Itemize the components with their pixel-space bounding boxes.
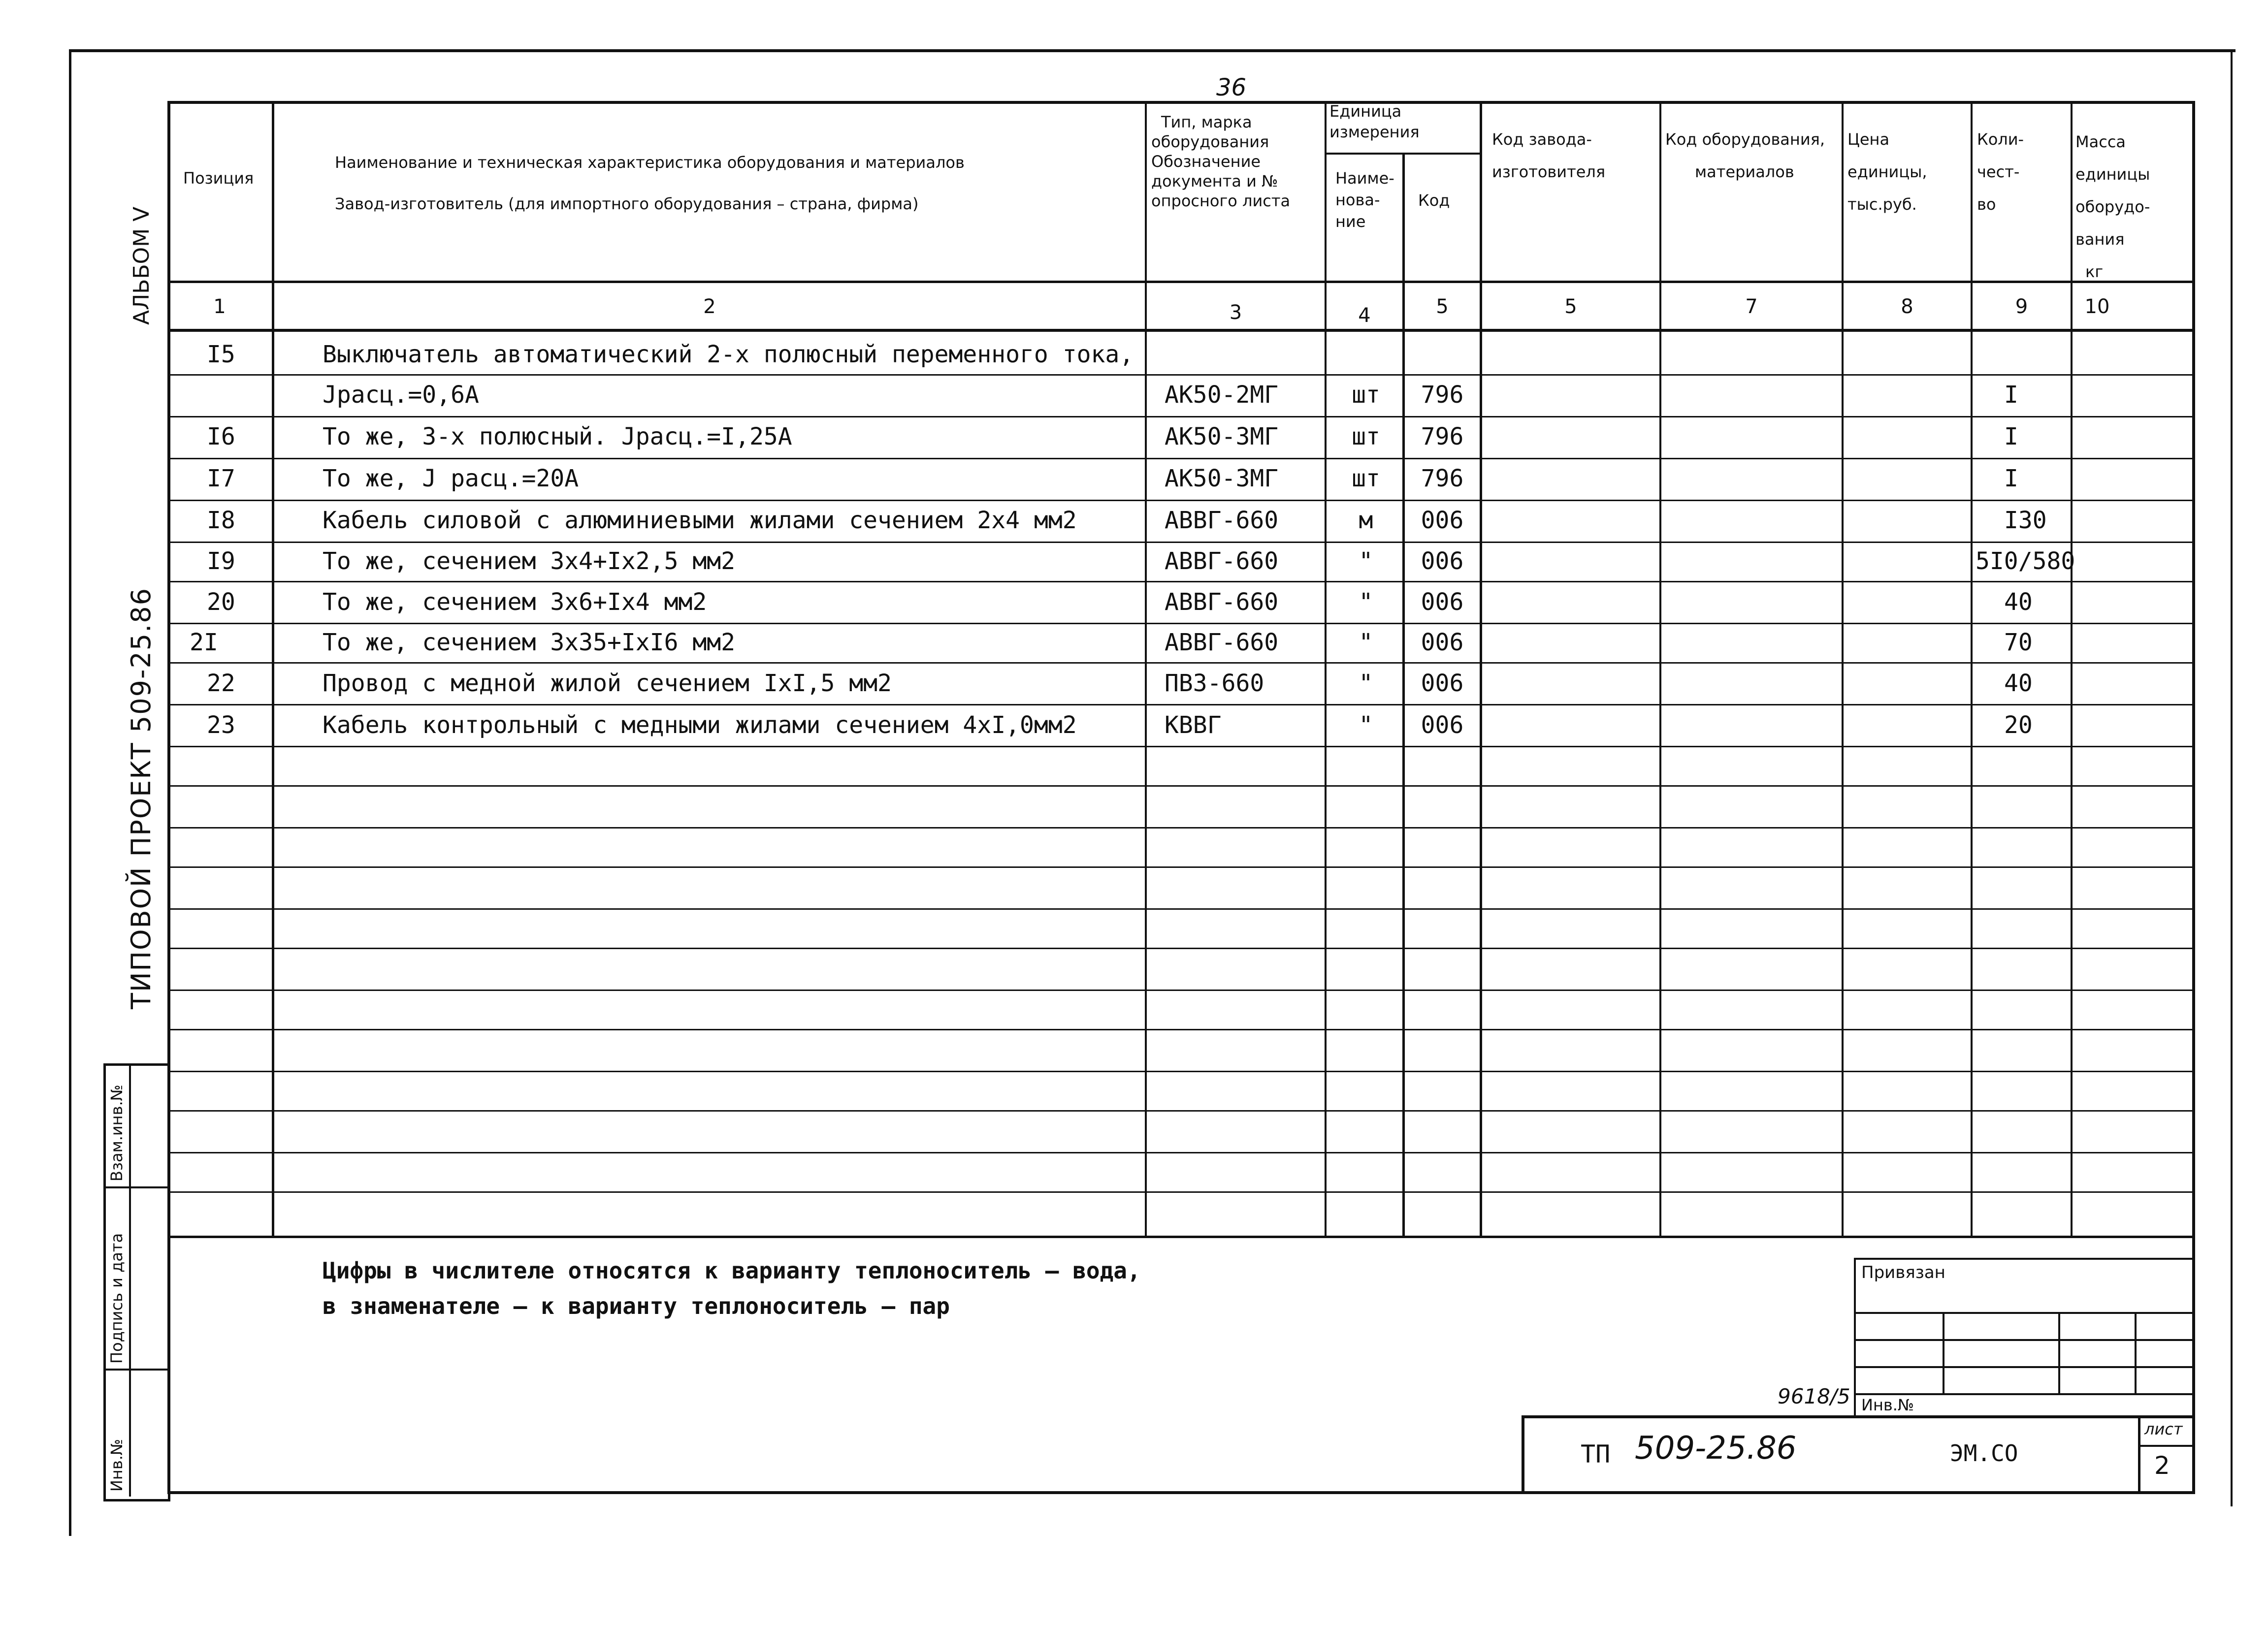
row-name: То же, сечением 3х4+Iх2,5 мм2 xyxy=(323,547,736,575)
row-type: АК50-2МГ xyxy=(1165,381,1279,409)
header-price: Цена единицы, тыс.руб. xyxy=(1847,130,1927,214)
colnum-bottom xyxy=(167,329,2195,332)
row-code: 796 xyxy=(1421,423,1464,450)
page-number: 36 xyxy=(1216,74,1247,101)
column-number: 4 xyxy=(1358,304,1371,327)
col-line xyxy=(272,101,274,1238)
binding-row-line xyxy=(1854,1312,2195,1314)
title-doc-code: ЭМ.СО xyxy=(1950,1440,2018,1467)
header-unit-group: Единица измерения xyxy=(1329,102,1420,141)
table-body-bottom xyxy=(167,1236,2195,1238)
note-line-1: Цифры в числителе относятся к варианту теплоноситель – вода, xyxy=(323,1257,1141,1284)
row-name: То же, сечением 3х35+IхI6 мм2 xyxy=(323,629,736,656)
col-line xyxy=(1480,101,1482,1238)
frame-left xyxy=(69,49,71,1536)
row-pos: I6 xyxy=(207,423,235,450)
header-name-line2: Завод-изготовитель (для импортного оборудования – страна, фирма) xyxy=(335,194,919,213)
row-name: Провод с медной жилой сечением IхI,5 мм2 xyxy=(323,670,892,697)
row-qty: 20 xyxy=(2004,711,2033,739)
row-line xyxy=(167,542,2195,543)
row-line xyxy=(167,458,2195,459)
row-qty: I30 xyxy=(2004,507,2047,534)
row-type: АВВГ-660 xyxy=(1165,547,1279,575)
stamp-signature-label: Подпись и дата xyxy=(107,1233,126,1364)
column-number: 5 xyxy=(1564,295,1577,318)
title-block xyxy=(1522,1415,2195,1494)
header-type: Тип, марка оборудования Обозначение документа и № опросного листа xyxy=(1151,113,1291,210)
row-line xyxy=(167,990,2195,991)
row-name: Выключатель автоматический 2-х полюсный переменного тока, xyxy=(323,341,1134,368)
row-qty: 40 xyxy=(2004,670,2033,697)
row-unit: шт xyxy=(1352,381,1380,409)
column-number: 5 xyxy=(1436,295,1449,318)
row-line xyxy=(167,581,2195,582)
title-project-code: 509-25.86 xyxy=(1635,1430,1797,1467)
stamp-divider xyxy=(103,1369,167,1371)
row-unit: " xyxy=(1359,711,1373,739)
row-line xyxy=(167,374,2195,376)
row-line xyxy=(167,1029,2195,1030)
col-line xyxy=(1325,101,1327,1238)
row-pos: I8 xyxy=(207,507,235,534)
row-unit: " xyxy=(1359,547,1373,575)
header-mass: Масса единицы оборудо- вания кг xyxy=(2075,132,2150,281)
col-line xyxy=(1842,101,1844,1238)
row-pos: 22 xyxy=(207,670,235,697)
row-pos: 2I xyxy=(190,629,218,656)
row-type: ПВ3-660 xyxy=(1165,670,1264,697)
row-line xyxy=(167,866,2195,868)
row-unit: шт xyxy=(1352,465,1380,492)
sheet-line xyxy=(2138,1445,2195,1447)
binding-col-line xyxy=(2058,1312,2060,1393)
column-number: 10 xyxy=(2084,295,2110,318)
row-code: 796 xyxy=(1421,465,1464,492)
col-line xyxy=(2071,101,2073,1238)
row-qty: I xyxy=(2004,423,2018,450)
binding-row-line xyxy=(1854,1366,2195,1368)
column-number: 9 xyxy=(2015,295,2028,318)
column-number: 3 xyxy=(1229,301,1242,324)
row-name: Кабель контрольный с медными жилами сечением 4хI,0мм2 xyxy=(323,711,1077,739)
row-line xyxy=(167,948,2195,949)
sheet-number: 2 xyxy=(2154,1451,2170,1480)
row-name: То же, 3-х полюсный. Jрасц.=I,25А xyxy=(323,423,792,450)
stamp-divider-v xyxy=(129,1063,131,1497)
row-unit: " xyxy=(1359,588,1373,616)
header-maker-code: Код завода- изготовителя xyxy=(1492,130,1606,181)
row-code: 796 xyxy=(1421,381,1464,409)
inv-number: 9618/5 xyxy=(1778,1384,1850,1408)
frame-top xyxy=(69,49,2236,52)
header-unit-code: Код xyxy=(1418,191,1450,210)
row-qty: 70 xyxy=(2004,629,2033,656)
binding-col-line xyxy=(1943,1312,1944,1393)
row-code: 006 xyxy=(1421,588,1464,616)
col-line xyxy=(1659,101,1661,1238)
row-line xyxy=(167,500,2195,501)
binding-col-line xyxy=(2135,1312,2137,1393)
row-unit: " xyxy=(1359,670,1373,697)
row-unit: " xyxy=(1359,629,1373,656)
row-code: 006 xyxy=(1421,629,1464,656)
row-qty: 5I0/580 xyxy=(1976,547,2075,575)
album-label: АЛЬБОМ V xyxy=(129,206,154,325)
row-code: 006 xyxy=(1421,711,1464,739)
title-tp: ТП xyxy=(1581,1440,1611,1468)
row-line xyxy=(167,623,2195,624)
row-line xyxy=(167,1191,2195,1193)
column-number: 8 xyxy=(1901,295,1913,318)
column-number: 2 xyxy=(703,295,716,318)
column-number: 7 xyxy=(1745,295,1758,318)
row-code: 006 xyxy=(1421,547,1464,575)
header-equip-code: Код оборудования, материалов xyxy=(1665,130,1825,181)
binding-label: Привязан xyxy=(1861,1263,1945,1282)
row-line xyxy=(167,1110,2195,1112)
header-unit-name: Наиме- нова- ние xyxy=(1335,169,1394,231)
row-line xyxy=(167,1071,2195,1072)
stamp-replace-label: Взам.инв.№ xyxy=(107,1085,126,1181)
row-line xyxy=(167,1152,2195,1153)
row-line xyxy=(167,908,2195,910)
inv-label: Инв.№ xyxy=(1861,1396,1914,1414)
row-line xyxy=(167,746,2195,747)
row-pos: I9 xyxy=(207,547,235,575)
row-name: Кабель силовой с алюминиевыми жилами сечением 2х4 мм2 xyxy=(323,507,1077,534)
row-qty: I xyxy=(2004,381,2018,409)
row-line xyxy=(167,785,2195,787)
row-type: КВВГ xyxy=(1165,711,1222,739)
row-pos: 23 xyxy=(207,711,235,739)
stamp-inv-label: Инв.№ xyxy=(107,1438,126,1492)
row-unit: шт xyxy=(1352,423,1380,450)
row-line xyxy=(167,416,2195,417)
sheet-label: лист xyxy=(2144,1420,2183,1438)
header-position: Позиция xyxy=(183,169,254,188)
row-unit: м xyxy=(1359,507,1373,534)
row-code: 006 xyxy=(1421,670,1464,697)
row-line xyxy=(167,662,2195,664)
row-pos: I7 xyxy=(207,465,235,492)
row-qty: I xyxy=(2004,465,2018,492)
stamp-divider xyxy=(103,1186,167,1188)
row-name: То же, J расц.=20А xyxy=(323,465,579,492)
row-type: АВВГ-660 xyxy=(1165,629,1279,656)
row-type: АК50-3МГ xyxy=(1165,465,1279,492)
frame-right xyxy=(2231,49,2233,1506)
row-type: АВВГ-660 xyxy=(1165,588,1279,616)
header-qty: Коли- чест- во xyxy=(1977,130,2024,214)
header-bottom xyxy=(167,281,2195,283)
row-line xyxy=(167,704,2195,705)
sheet-divider xyxy=(2138,1415,2140,1494)
row-qty: 40 xyxy=(2004,588,2033,616)
row-type: АВВГ-660 xyxy=(1165,507,1279,534)
row-name: Jрасц.=0,6А xyxy=(323,381,479,409)
row-pos: I5 xyxy=(207,341,235,368)
col-line xyxy=(1145,101,1147,1238)
row-pos: 20 xyxy=(207,588,235,616)
col-line xyxy=(1971,101,1973,1238)
binding-row-line xyxy=(1854,1339,2195,1341)
note-line-2: в знаменателе – к варианту теплоноситель – пар xyxy=(323,1293,950,1319)
row-line xyxy=(167,827,2195,829)
header-name-line1: Наименование и техническая характеристика оборудования и материалов xyxy=(335,153,965,172)
inv-line xyxy=(1854,1393,2195,1395)
row-code: 006 xyxy=(1421,507,1464,534)
row-name: То же, сечением 3х6+Iх4 мм2 xyxy=(323,588,707,616)
column-number: 1 xyxy=(213,295,226,318)
project-label: ТИПОВОЙ ПРОЕКТ 509-25.86 xyxy=(126,587,157,1009)
row-type: АК50-3МГ xyxy=(1165,423,1279,450)
